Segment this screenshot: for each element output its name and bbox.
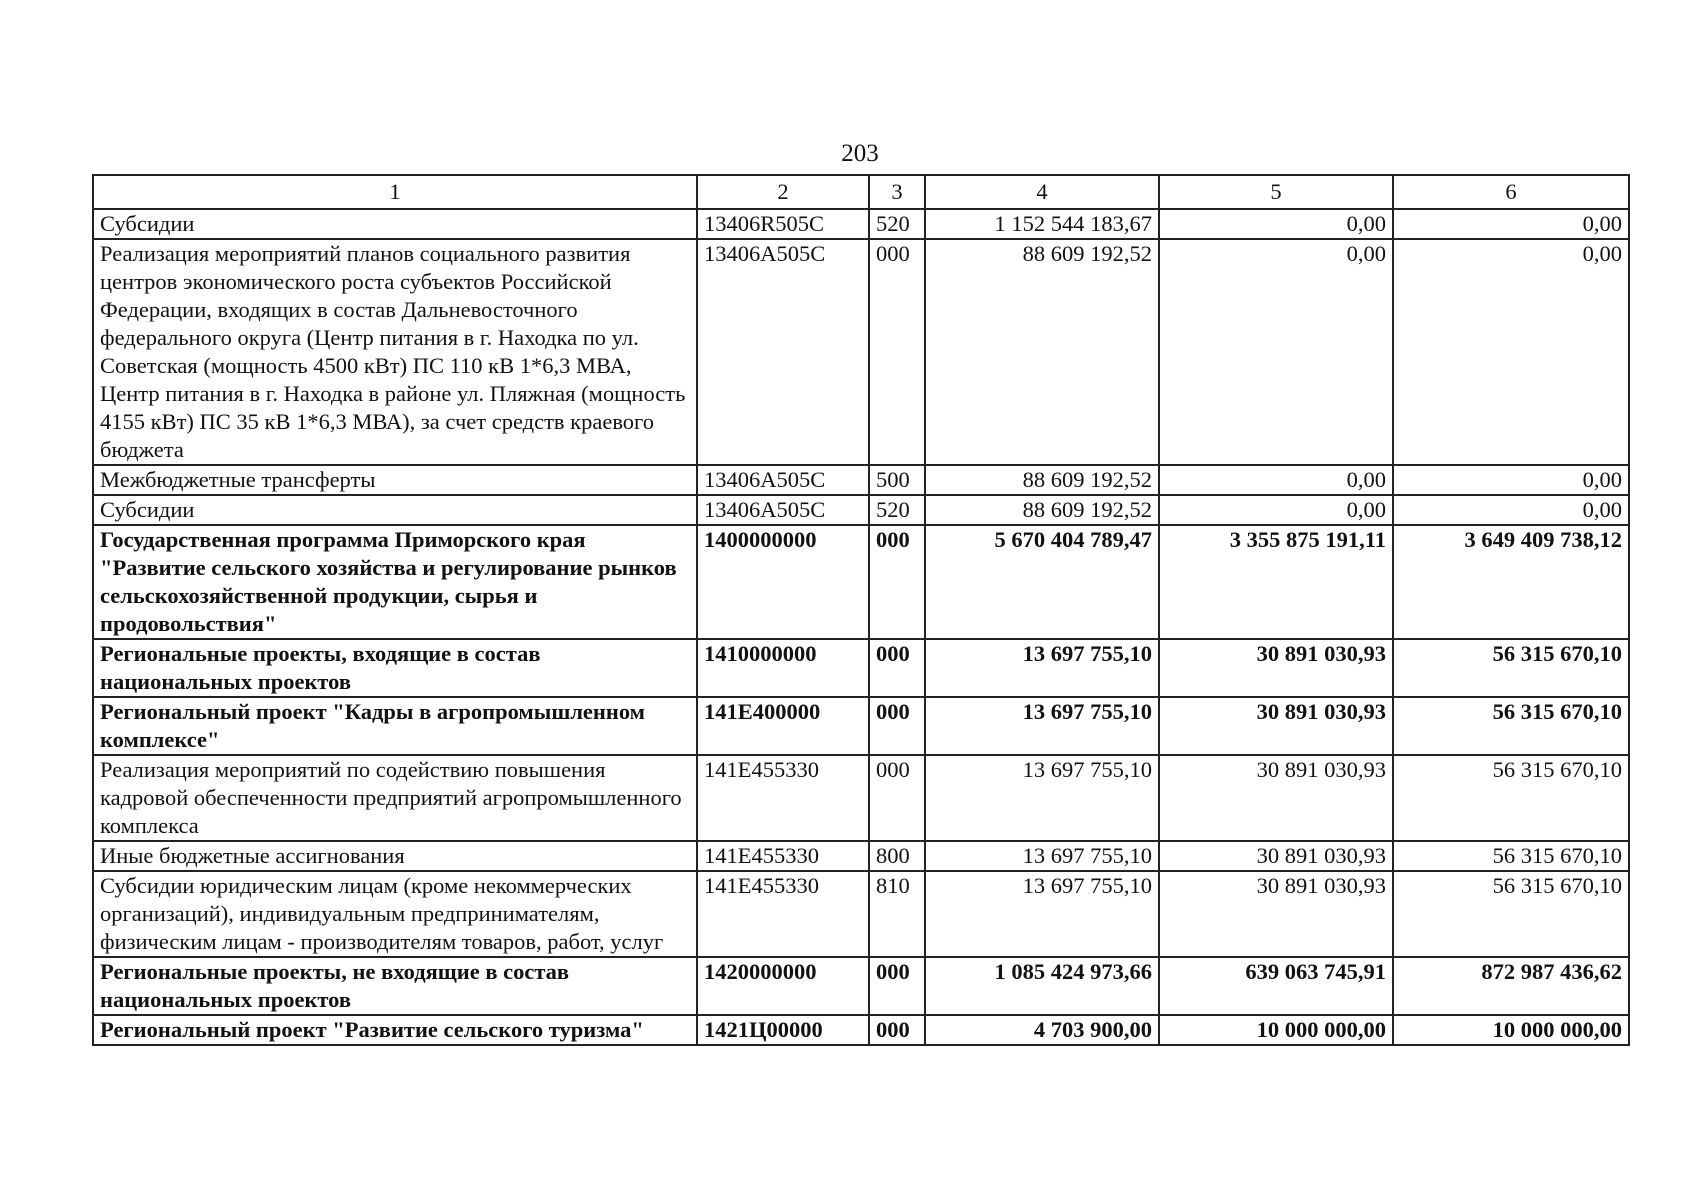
row-value-5-cell: 639 063 745,91	[1159, 957, 1393, 1015]
page-number: 203	[841, 140, 879, 167]
row-name-cell: Региональные проекты, не входящие в состав национальных проектов	[93, 957, 697, 1015]
row-value-6-cell: 3 649 409 738,12	[1393, 525, 1629, 639]
row-expense-type-cell: 000	[869, 957, 925, 1015]
table-row	[93, 841, 1629, 871]
row-expense-type-cell: 000	[869, 697, 925, 755]
table-row	[93, 871, 1629, 957]
row-value-5-cell: 30 891 030,93	[1159, 697, 1393, 755]
table-row	[93, 209, 1629, 239]
row-name-cell: Субсидии	[93, 495, 697, 525]
row-name-cell: Региональный проект "Кадры в агропромышленном комплексе"	[93, 697, 697, 755]
budget-table	[92, 174, 1630, 1046]
row-value-6-cell: 872 987 436,62	[1393, 957, 1629, 1015]
column-header: 4	[925, 175, 1159, 209]
table-row	[93, 465, 1629, 495]
row-value-4-cell: 88 609 192,52	[925, 495, 1159, 525]
table-row	[93, 639, 1629, 697]
table-row	[93, 1015, 1629, 1045]
row-name-cell: Региональный проект "Развитие сельского туризма"	[93, 1015, 697, 1045]
row-value-5-cell: 30 891 030,93	[1159, 639, 1393, 697]
table-row	[93, 755, 1629, 841]
row-expense-type-cell: 500	[869, 465, 925, 495]
row-name-cell: Реализация мероприятий планов социального развития центров экономического роста субъектов Российской Федерации, входящих в состав Дальневосточного федерального округа (Центр питания в г. Находка по ул. Советская (мощность 4500 кВт) ПС 110 кВ 1*6,3 МВА, Центр питания в г. Находка в районе ул. Пляжная (мощность 4155 кВт) ПС 35 кВ 1*6,3 МВА), за счет средств краевого бюджета	[93, 239, 697, 465]
row-value-4-cell: 13 697 755,10	[925, 755, 1159, 841]
row-value-4-cell: 1 085 424 973,66	[925, 957, 1159, 1015]
row-value-4-cell: 13 697 755,10	[925, 697, 1159, 755]
row-code-cell: 141E455330	[697, 841, 869, 871]
row-value-6-cell: 56 315 670,10	[1393, 841, 1629, 871]
row-value-4-cell: 13 697 755,10	[925, 871, 1159, 957]
row-expense-type-cell: 520	[869, 209, 925, 239]
row-value-5-cell: 30 891 030,93	[1159, 755, 1393, 841]
column-header: 2	[697, 175, 869, 209]
row-value-6-cell: 10 000 000,00	[1393, 1015, 1629, 1045]
table-row	[93, 697, 1629, 755]
row-expense-type-cell: 000	[869, 1015, 925, 1045]
row-code-cell: 1420000000	[697, 957, 869, 1015]
row-value-4-cell: 88 609 192,52	[925, 239, 1159, 465]
row-code-cell: 141E455330	[697, 755, 869, 841]
row-code-cell: 1410000000	[697, 639, 869, 697]
table-row	[93, 957, 1629, 1015]
row-value-6-cell: 0,00	[1393, 239, 1629, 465]
row-value-6-cell: 0,00	[1393, 465, 1629, 495]
row-value-5-cell: 30 891 030,93	[1159, 841, 1393, 871]
row-name-cell: Субсидии	[93, 209, 697, 239]
row-expense-type-cell: 520	[869, 495, 925, 525]
row-value-5-cell: 0,00	[1159, 465, 1393, 495]
row-value-6-cell: 56 315 670,10	[1393, 697, 1629, 755]
column-header: 5	[1159, 175, 1393, 209]
row-expense-type-cell: 000	[869, 639, 925, 697]
row-expense-type-cell: 810	[869, 871, 925, 957]
row-code-cell: 141E400000	[697, 697, 869, 755]
row-code-cell: 141E455330	[697, 871, 869, 957]
row-value-5-cell: 30 891 030,93	[1159, 871, 1393, 957]
row-value-4-cell: 13 697 755,10	[925, 841, 1159, 871]
row-code-cell: 13406R505C	[697, 209, 869, 239]
row-expense-type-cell: 000	[869, 239, 925, 465]
row-value-5-cell: 0,00	[1159, 239, 1393, 465]
row-value-6-cell: 56 315 670,10	[1393, 639, 1629, 697]
table-row	[93, 239, 1629, 465]
table-header-row	[93, 175, 1629, 209]
row-name-cell: Региональные проекты, входящие в состав национальных проектов	[93, 639, 697, 697]
row-value-4-cell: 88 609 192,52	[925, 465, 1159, 495]
column-header: 1	[93, 175, 697, 209]
row-value-4-cell: 13 697 755,10	[925, 639, 1159, 697]
row-expense-type-cell: 000	[869, 525, 925, 639]
row-code-cell: 1400000000	[697, 525, 869, 639]
row-name-cell: Межбюджетные трансферты	[93, 465, 697, 495]
row-value-4-cell: 5 670 404 789,47	[925, 525, 1159, 639]
row-value-6-cell: 56 315 670,10	[1393, 871, 1629, 957]
column-header: 6	[1393, 175, 1629, 209]
row-name-cell: Иные бюджетные ассигнования	[93, 841, 697, 871]
row-value-5-cell: 0,00	[1159, 495, 1393, 525]
row-name-cell: Государственная программа Приморского края "Развитие сельского хозяйства и регулирование рынков сельскохозяйственной продукции, сырья и продовольствия"	[93, 525, 697, 639]
row-name-cell: Субсидии юридическим лицам (кроме некоммерческих организаций), индивидуальным предпринимателям, физическим лицам - производителям товаров, работ, услуг	[93, 871, 697, 957]
row-value-6-cell: 0,00	[1393, 495, 1629, 525]
row-value-4-cell: 4 703 900,00	[925, 1015, 1159, 1045]
row-code-cell: 13406A505C	[697, 495, 869, 525]
row-expense-type-cell: 000	[869, 755, 925, 841]
row-value-6-cell: 0,00	[1393, 209, 1629, 239]
row-value-6-cell: 56 315 670,10	[1393, 755, 1629, 841]
row-value-5-cell: 3 355 875 191,11	[1159, 525, 1393, 639]
row-name-cell: Реализация мероприятий по содействию повышения кадровой обеспеченности предприятий агропромышленного комплекса	[93, 755, 697, 841]
row-code-cell: 1421Ц00000	[697, 1015, 869, 1045]
row-code-cell: 13406A505C	[697, 239, 869, 465]
table-row	[93, 495, 1629, 525]
column-header: 3	[869, 175, 925, 209]
row-value-4-cell: 1 152 544 183,67	[925, 209, 1159, 239]
table-row	[93, 525, 1629, 639]
row-expense-type-cell: 800	[869, 841, 925, 871]
row-value-5-cell: 10 000 000,00	[1159, 1015, 1393, 1045]
row-value-5-cell: 0,00	[1159, 209, 1393, 239]
row-code-cell: 13406A505C	[697, 465, 869, 495]
